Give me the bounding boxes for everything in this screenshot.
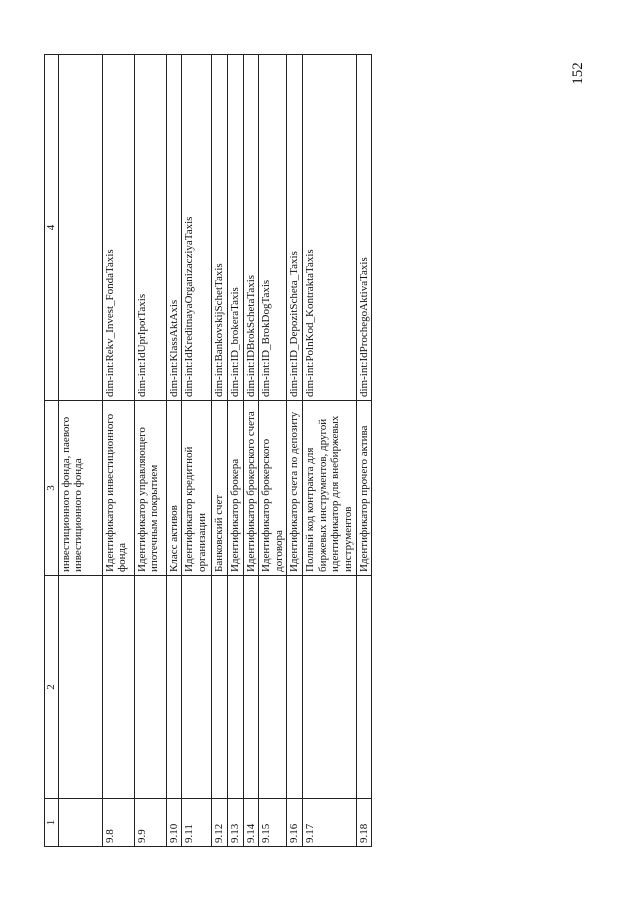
dimension-cell: dim-int:IDBrokSchetaTaxis [243, 55, 259, 401]
row-number-cell: 9.13 [227, 799, 243, 847]
dimension-cell: dim-int:IdKreditnayaOrganizacziyaTaxis [182, 55, 212, 401]
table-row [243, 55, 259, 847]
column-2-cell [102, 576, 134, 799]
description-cell: Идентификатор управляющего ипотечным покрытием [134, 401, 166, 576]
description-cell: Идентификатор прочего актива [356, 401, 372, 576]
table-row [259, 55, 287, 847]
header-cell-2: 2 [45, 576, 59, 799]
row-number-cell: 9.17 [303, 799, 357, 847]
table-row [227, 55, 243, 847]
column-2-cell [166, 576, 182, 799]
description-cell: Идентификатор брокерского договора [259, 401, 287, 576]
dimension-cell: dim-int:IdProchegoAktivaTaxis [356, 55, 372, 401]
description-cell: Полный код контракта для биржевых инструментов, другой идентификатор для внебиржевых инструментов [303, 401, 357, 576]
data-table [44, 54, 372, 847]
dimension-cell: dim-int:KlassAktAxis [166, 55, 182, 401]
table-row [287, 55, 303, 847]
row-number-cell: 9.8 [102, 799, 134, 847]
row-number-cell: 9.11 [182, 799, 212, 847]
dimension-cell: dim-int:ID_DepozitScheta_Taxis [287, 55, 303, 401]
header-cell-1: 1 [45, 799, 59, 847]
row-number-cell: 9.18 [356, 799, 372, 847]
description-cell: Идентификатор инвестиционного фонда [102, 401, 134, 576]
table-row [182, 55, 212, 847]
column-2-cell [243, 576, 259, 799]
row-number-cell: 9.16 [287, 799, 303, 847]
row-number-cell: 9.14 [243, 799, 259, 847]
header-cell-4: 4 [45, 55, 59, 401]
description-cell: Банковский счет [212, 401, 228, 576]
table-row [303, 55, 357, 847]
column-2-cell [134, 576, 166, 799]
row-number-cell [58, 799, 102, 847]
row-number-cell: 9.12 [212, 799, 228, 847]
column-2-cell [227, 576, 243, 799]
table-container [44, 55, 370, 847]
column-2-cell [58, 576, 102, 799]
row-number-cell: 9.9 [134, 799, 166, 847]
dimension-cell: dim-int:PolnKod_KontraktaTaxis [303, 55, 357, 401]
row-number-cell: 9.10 [166, 799, 182, 847]
column-2-cell [182, 576, 212, 799]
header-cell-3: 3 [45, 401, 59, 576]
dimension-cell: dim-int:ID_BrokDogTaxis [259, 55, 287, 401]
dimension-cell [58, 55, 102, 401]
dimension-cell: dim-int:ID_brokeraTaxis [227, 55, 243, 401]
header-row [45, 55, 59, 847]
table-row [356, 55, 372, 847]
description-cell: Класс активов [166, 401, 182, 576]
description-cell: Идентификатор брокера [227, 401, 243, 576]
column-2-cell [356, 576, 372, 799]
description-cell: инвестиционного фонда, паевого инвестиционного фонда [58, 401, 102, 576]
table-row [58, 55, 102, 847]
column-2-cell [212, 576, 228, 799]
dimension-cell: dim-int:Rekv_Invest_FondaTaxis [102, 55, 134, 401]
table-row [134, 55, 166, 847]
dimension-cell: dim-int:BankovskijSchetTaxis [212, 55, 228, 401]
column-2-cell [259, 576, 287, 799]
page-number: 152 [569, 61, 586, 85]
row-number-cell: 9.15 [259, 799, 287, 847]
description-cell: Идентификатор счета по депозиту [287, 401, 303, 576]
dimension-cell: dim-int:IdUprIpotTaxis [134, 55, 166, 401]
description-cell: Идентификатор брокерского счета [243, 401, 259, 576]
table-row [212, 55, 228, 847]
column-2-cell [287, 576, 303, 799]
table-row [166, 55, 182, 847]
column-2-cell [303, 576, 357, 799]
table-row [102, 55, 134, 847]
description-cell: Идентификатор кредитной организации [182, 401, 212, 576]
